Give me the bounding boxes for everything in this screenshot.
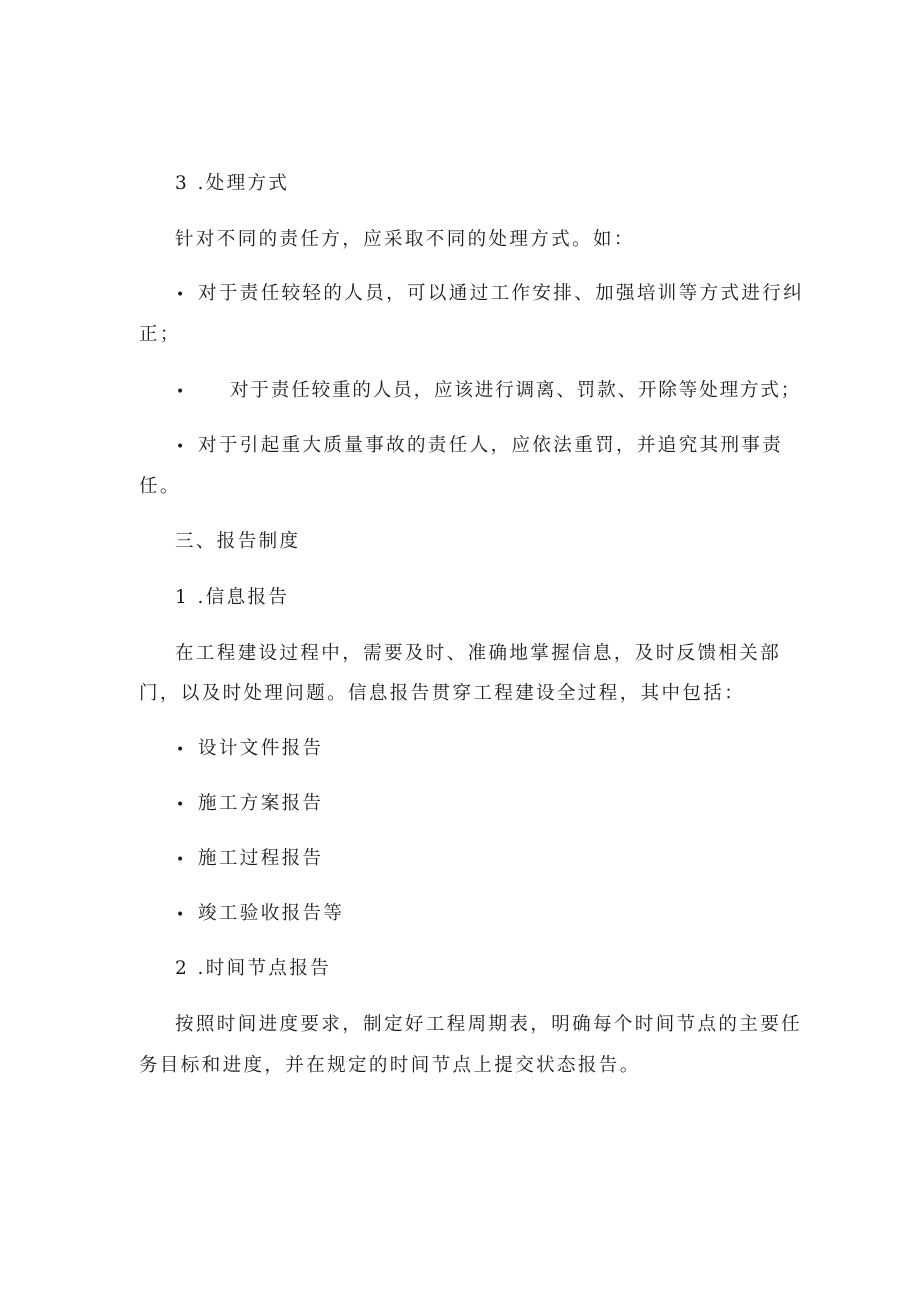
part-heading-reporting-system: 三、报告制度: [175, 531, 301, 552]
bullet-marker: •: [176, 439, 185, 455]
bullet-marker: •: [176, 797, 185, 813]
list-item-line: 任。: [139, 476, 181, 497]
section-heading-milestone-report: 2 .时间节点报告: [175, 958, 332, 979]
list-item: 施工过程报告: [198, 848, 324, 869]
bullet-marker: •: [176, 287, 185, 303]
bullet-marker: •: [176, 384, 185, 400]
section-heading-information-report: 1 .信息报告: [175, 587, 290, 608]
paragraph-line: 在工程建设过程中，需要及时、准确地掌握信息，及时反馈相关部: [175, 643, 782, 664]
bullet-marker: •: [176, 852, 185, 868]
paragraph-line: 门，以及时处理问题。信息报告贯穿工程建设全过程，其中包括：: [139, 683, 746, 704]
list-item-line: 对于责任较重的人员，应该进行调离、罚款、开除等处理方式；: [230, 380, 802, 401]
list-item: 竣工验收报告等: [198, 903, 345, 924]
list-item: 施工方案报告: [198, 793, 324, 814]
list-item-line: 对于责任较轻的人员，可以通过工作安排、加强培训等方式进行纠: [198, 283, 805, 304]
list-item-line: 正；: [139, 324, 181, 345]
section-heading-processing-method: 3 .处理方式: [175, 173, 290, 194]
list-item: 设计文件报告: [198, 738, 324, 759]
bullet-marker: •: [176, 907, 185, 923]
paragraph-line: 按照时间进度要求，制定好工程周期表，明确每个时间节点的主要任: [175, 1014, 803, 1035]
bullet-marker: •: [176, 742, 185, 758]
list-item-line: 对于引起重大质量事故的责任人，应依法重罚，并追究其刑事责: [198, 435, 784, 456]
paragraph-line: 务目标和进度，并在规定的时间节点上提交状态报告。: [139, 1055, 641, 1076]
paragraph-processing-intro: 针对不同的责任方，应采取不同的处理方式。如：: [175, 229, 635, 250]
